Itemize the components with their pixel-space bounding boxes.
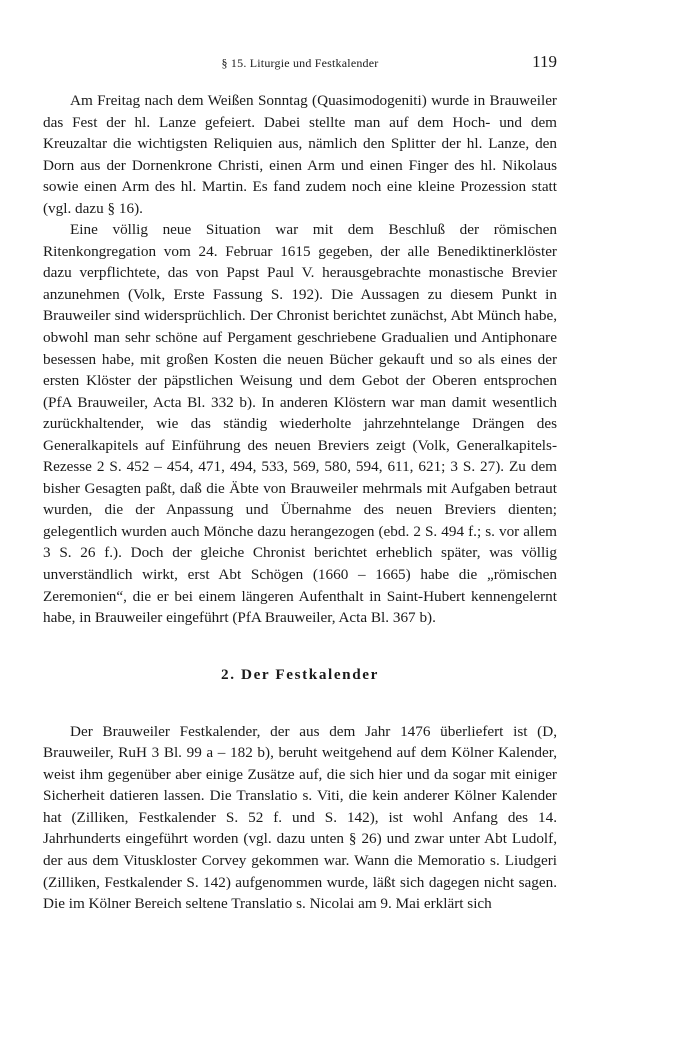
- paragraph-festkalender: Der Brauweiler Festkalender, der aus dem Jahr 1476 überliefert ist (D, Brauweiler, RuH 3 Bl. 99 a – 182 b), beruht weitgehend auf dem Kölner Kalender, weist ihm gegenüber aber einige Zusätze auf, die sich hier und da sogar mit einiger Sicherheit datieren lassen. Die Translatio s. Viti, die kein anderer Kölner Kalender hat (Zilliken, Festkalender S. 52 f. und S. 142), ist wohl Anfang des 14. Jahrhunderts eingeführt worden (vgl. dazu unten § 26) und zwar unter Abt Ludolf, der aus dem Vituskloster Corvey gekommen war. Wann die Memoratio s. Liudgeri (Zilliken, Festkalender S. 142) aufgenommen wurde, läßt sich dagegen nicht sagen. Die im Kölner Bereich seltene Translatio s. Nicolai am 9. Mai erklärt sich: [43, 722, 557, 913]
- paragraph-breviary: Eine völlig neue Situation war mit dem Beschluß der römischen Ritenkongregation vom 24. Februar 1615 gegeben, der alle Benediktinerklöster dazu verpflichtete, das von Papst Paul V. herausgebrachte monastische Brevier anzunehmen (Volk, Erste Fassung S. 192). Die Aussagen zu diesem Punkt in Brauweiler sind widersprüchlich. Der Chronist berichtet zunächst, Abt Münch habe, obwohl man sehr schöne auf Pergament geschriebene Gradualien und Antiphonare besessen habe, mit großen Kosten die neuen Bücher gekauft und so als eines der ersten Klöster der päpstlichen Weisung und dem Gebot der Oberen entsprochen (PfA Brauweiler, Acta Bl. 332 b). In anderen Klöstern war man damit wesentlich zurückhaltender, wie das ständig wiederholte jahrzehntelange Drängen des Generalkapitels auf Einführung des neuen Breviers zeigt (Volk, Generalkapitels-Rezesse 2 S. 452 – 454, 471, 494, 533, 569, 580, 594, 611, 621; 3 S. 27). Zu dem bisher Gesagten paßt, daß die Äbte von Brauweiler mehrmals mit Aufgaben betraut wurden, die der Anpassung und Übernahme des neuen Breviers dienten; gelegentlich wurden auch Mönche dazu herangezogen (ebd. 2 S. 494 f.; s. vor allem 3 S. 26 f.). Doch der gleiche Chronist berichtet erheblich später, was völlig unverständlich wirkt, erst Abt Schögen (1660 – 1665) habe die „römischen Zeremonien“, die er bei einem längeren Aufenthalt in Saint-Hubert kennengelernt habe, in Brauweiler eingeführt (PfA Brauweiler, Acta Bl. 367 b).: [43, 221, 557, 627]
- section-heading: 2. Der Festkalender: [221, 665, 379, 683]
- paragraph-lance-feast: Am Freitag nach dem Weißen Sonntag (Quasimodogeniti) wurde in Brauweiler das Fest der hl. Lanze gefeiert. Dabei stellte man auf dem Hoch- und dem Kreuzaltar die wichtigsten Reliquien aus, nämlich den Splitter der hl. Lanze, den Dorn aus der Dornenkrone Christi, einen Arm und einen Finger des hl. Nikolaus sowie einen Arm des hl. Martin. Es fand zudem noch eine kleine Prozession statt (vgl. dazu § 16).: [43, 92, 557, 217]
- running-title: § 15. Liturgie und Festkalender: [221, 56, 379, 70]
- page-number: 119: [532, 52, 557, 71]
- running-header: [43, 52, 557, 74]
- body-text: [43, 90, 557, 915]
